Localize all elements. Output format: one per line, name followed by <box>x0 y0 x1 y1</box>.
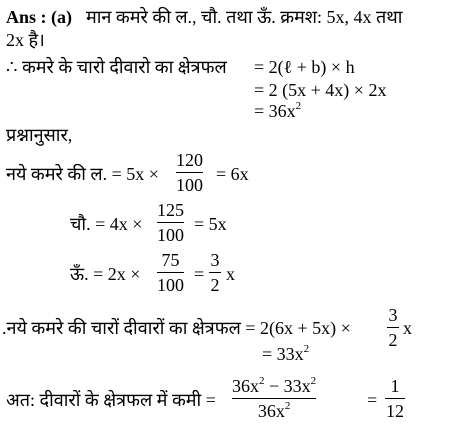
new-height-fraction <box>157 249 184 296</box>
fraction-numerator: $36x^2 - 33x^2$ <box>232 375 317 396</box>
fraction-denominator: 12 <box>386 401 404 421</box>
fraction-denominator: 100 <box>176 175 203 195</box>
fraction-numerator: 125 <box>157 200 184 220</box>
new-walls-area-result: = $33x^2$ <box>262 343 310 364</box>
new-height-simplified-fraction <box>209 249 221 296</box>
fraction-numerator: 3 <box>210 250 220 270</box>
fraction-numerator: 120 <box>176 150 203 170</box>
answer-statement-cont: 2x है। <box>6 30 45 50</box>
new-length-fraction <box>176 149 203 196</box>
walls-area-result: = $36x^2$ <box>254 100 302 121</box>
new-breadth-label: चौ. = 4x × <box>70 214 143 234</box>
new-walls-fraction <box>387 304 399 351</box>
walls-area-label: ∴ कमरे के चारो दीवारो का क्षेत्रफल <box>6 57 227 77</box>
new-length-result: = 6x <box>216 164 249 184</box>
new-breadth-result: = 5x <box>194 214 227 234</box>
new-breadth-fraction <box>157 199 184 246</box>
answer-statement: मान कमरे की ल., चौ. तथा ऊँ. क्रमश: 5x, 4x तथा <box>86 7 403 27</box>
new-height-variable: x <box>226 264 235 284</box>
fraction-denominator: 100 <box>157 225 184 245</box>
fraction-numerator: 3 <box>388 305 398 325</box>
fraction-denominator: $36x^2$ <box>257 400 291 421</box>
fraction-denominator: 2 <box>388 330 398 350</box>
answer-label: Ans : (a) <box>6 7 72 27</box>
reduction-equals: = <box>367 390 378 410</box>
reduction-result-fraction <box>385 375 405 422</box>
new-height-equals: = <box>194 264 205 284</box>
walls-area-formula: = 2(ℓ + b) × h <box>254 57 355 77</box>
new-height-label: ऊँ. = 2x × <box>70 264 141 284</box>
fraction-denominator: 100 <box>157 275 184 295</box>
fraction-denominator: 2 <box>210 275 220 295</box>
question-wise-heading: प्रश्नानुसार, <box>6 125 73 145</box>
reduction-fraction <box>232 375 316 422</box>
reduction-label: अत: दीवारों के क्षेत्रफल में कमी = <box>6 390 216 410</box>
new-walls-variable: x <box>403 318 412 338</box>
fraction-numerator: 1 <box>390 376 400 396</box>
walls-area-substitution: = 2 (5x + 4x) × 2x <box>254 80 387 100</box>
new-length-label: नये कमरे की ल. = 5x × <box>6 164 159 184</box>
fraction-numerator: 75 <box>161 250 180 270</box>
new-walls-area-label: .नये कमरे की चारों दीवारों का क्षेत्रफल = 2(6x + 5x) × <box>2 318 351 338</box>
